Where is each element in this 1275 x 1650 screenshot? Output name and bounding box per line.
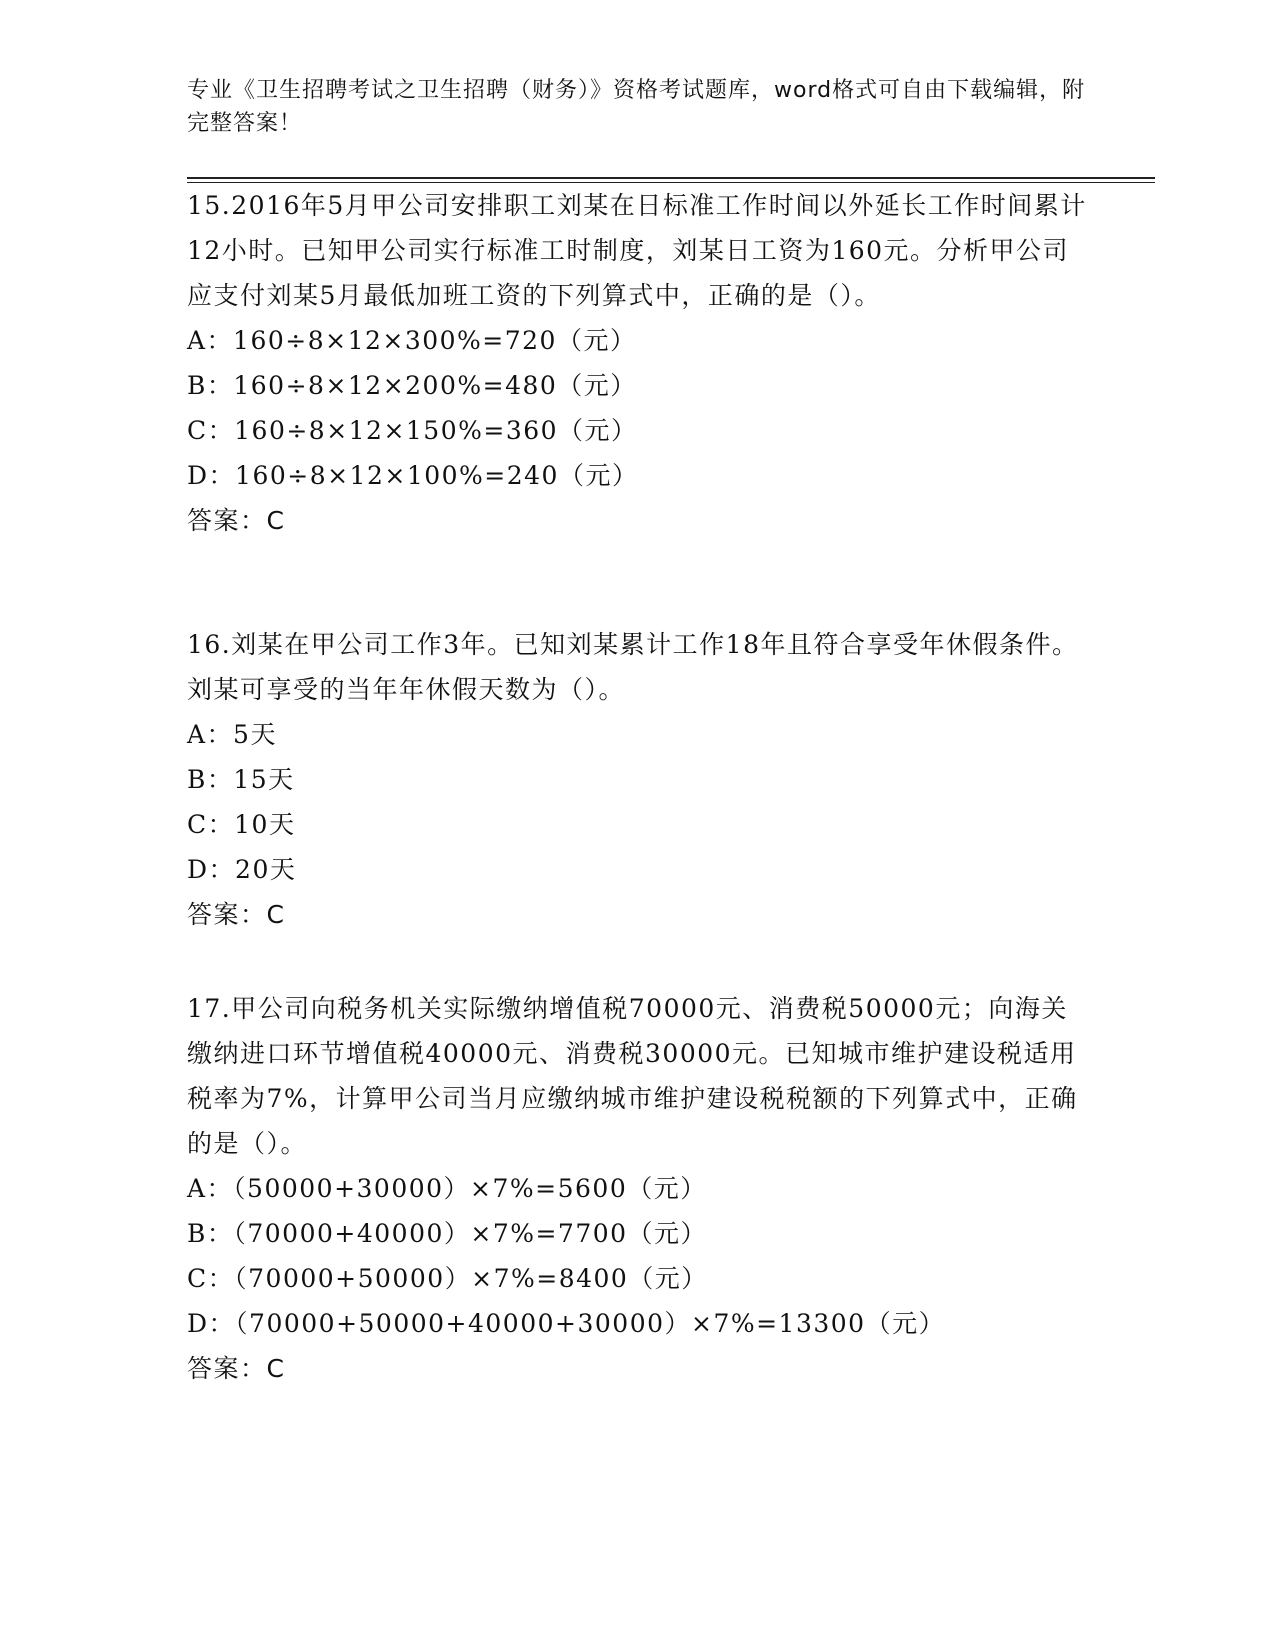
option-c: C：160÷8×12×150%=360（元） xyxy=(187,416,638,445)
question-15 xyxy=(187,183,1087,543)
question-17 xyxy=(187,986,1087,1391)
option-a: A：5天 xyxy=(187,720,277,749)
option-a: A：160÷8×12×300%=720（元） xyxy=(187,326,637,355)
option-d: D：160÷8×12×100%=240（元） xyxy=(187,461,639,490)
option-b: B：160÷8×12×200%=480（元） xyxy=(187,371,637,400)
header-text: 专业《卫生招聘考试之卫生招聘（财务）》资格考试题库，word格式可自由下载编辑，附完整答案！ xyxy=(187,78,1086,136)
header-divider xyxy=(187,177,1155,179)
option-b: B：15天 xyxy=(187,765,295,794)
option-b: B：（70000+40000）×7%=7700（元） xyxy=(187,1219,708,1248)
option-d: D：20天 xyxy=(187,855,297,884)
option-d: D：（70000+50000+40000+30000）×7%=13300（元） xyxy=(187,1309,946,1338)
option-a: A：（50000+30000）×7%=5600（元） xyxy=(187,1174,707,1203)
question-stem: 17.甲公司向税务机关实际缴纳增值税70000元、消费税50000元；向海关缴纳进口环节增值税40000元、消费税30000元。已知城市维护建设税适用税率为7%，计算甲公司当月应缴纳城市维护建设税税额的下列算式中，正确的是（）。 xyxy=(187,994,1078,1158)
answer-text: 答案：C xyxy=(187,506,286,535)
option-c: C：10天 xyxy=(187,810,296,839)
answer-text: 答案：C xyxy=(187,900,286,929)
question-stem: 16.刘某在甲公司工作3年。已知刘某累计工作18年且符合享受年休假条件。刘某可享受的当年年休假天数为（）。 xyxy=(187,630,1079,704)
option-c: C：（70000+50000）×7%=8400（元） xyxy=(187,1264,708,1293)
question-16 xyxy=(187,622,1087,937)
answer-text: 答案：C xyxy=(187,1354,286,1383)
question-stem: 15.2016年5月甲公司安排职工刘某在日标准工作时间以外延长工作时间累计12小时。已知甲公司实行标准工时制度，刘某日工资为160元。分析甲公司应支付刘某5月最低加班工资的下列算式中，正确的是（）。 xyxy=(187,191,1087,310)
